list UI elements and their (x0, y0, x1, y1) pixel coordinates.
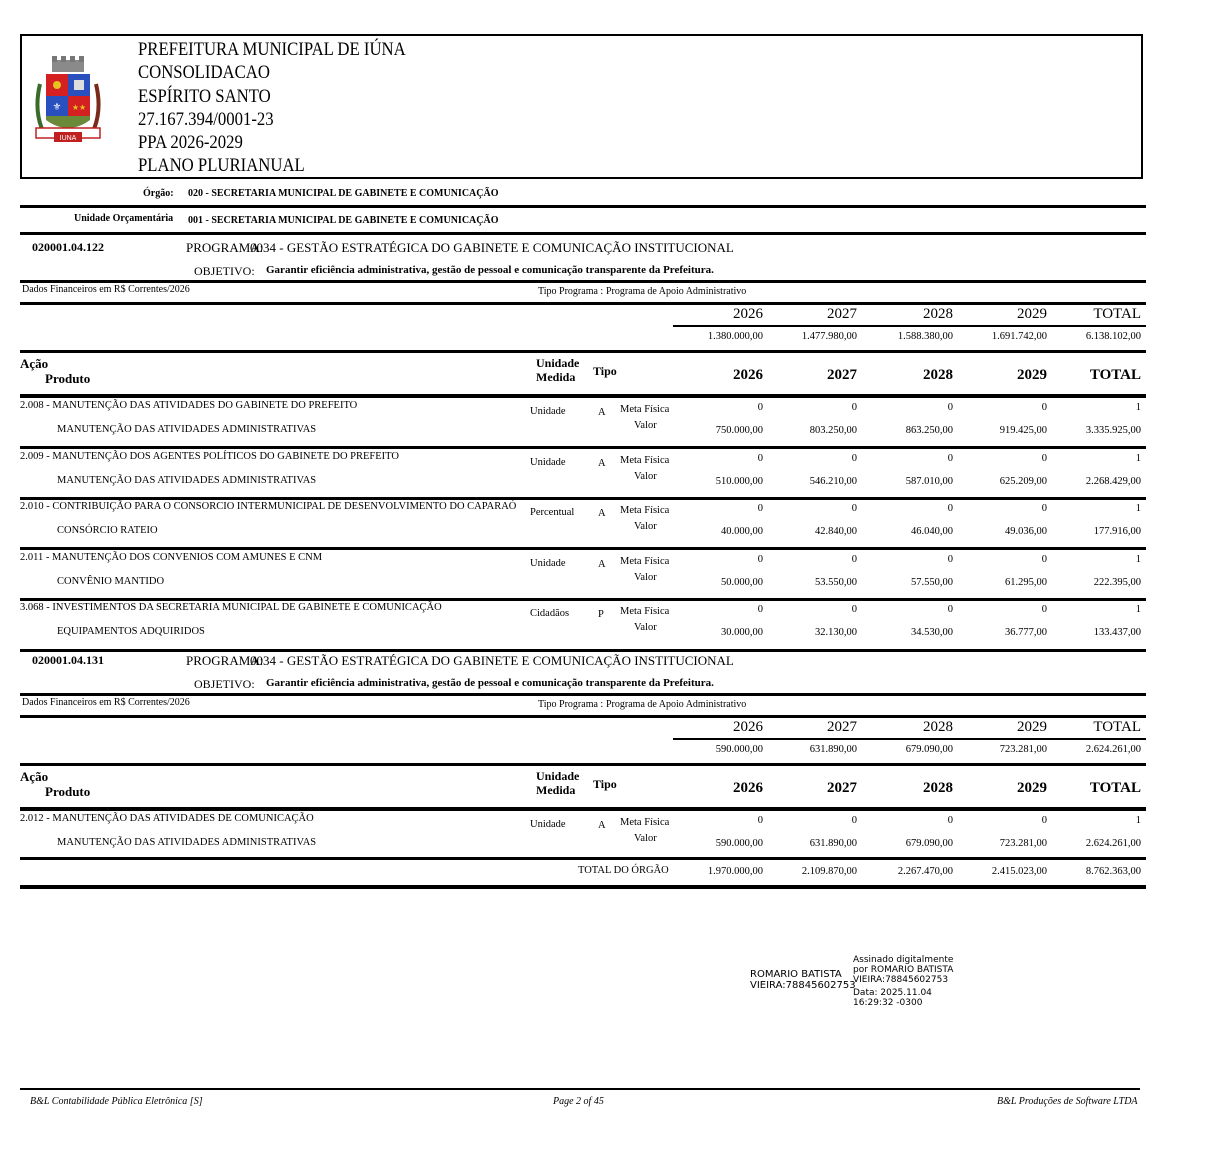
year-header: 2027 (827, 780, 857, 796)
valor-value: 34.530,00 (911, 627, 953, 638)
action-name: 2.012 - MANUTENÇÃO DAS ATIVIDADES DE COMUNICAÇÃO (20, 813, 314, 824)
signer-name-line2: VIEIRA:78845602753 (750, 980, 856, 991)
product-name: EQUIPAMENTOS ADQUIRIDOS (57, 626, 205, 637)
divider (20, 693, 1146, 696)
year-header: TOTAL (1093, 719, 1141, 735)
unidade-medida-header (536, 356, 579, 384)
year-header: 2028 (923, 719, 953, 735)
valor-value: 40.000,00 (721, 526, 763, 537)
valor-label: Valor (634, 420, 657, 431)
valor-value: 2.268.429,00 (1085, 475, 1141, 487)
program-name: 0034 - GESTÃO ESTRATÉGICA DO GABINETE E COMUNICAÇÃO INSTITUCIONAL (250, 653, 734, 668)
unit-of-measure: Cidadãos (530, 608, 570, 619)
header-municipality: PREFEITURA MUNICIPAL DE IÚNA (138, 39, 406, 60)
meta-fisica-label: Meta Física (620, 817, 670, 828)
objective-text: Garantir eficiência administrativa, gestão de pessoal e comunicação transparente da Prefeitura. (266, 264, 714, 276)
divider (20, 857, 1146, 860)
meta-fisica-value: 0 (757, 604, 763, 615)
product-name: MANUTENÇÃO DAS ATIVIDADES ADMINISTRATIVAS (57, 474, 317, 486)
program-type-label: Tipo Programa : (538, 699, 604, 710)
action-name: 2.008 - MANUTENÇÃO DAS ATIVIDADES DO GABINETE DO PREFEITO (20, 400, 358, 411)
unidade-label: Unidade Orçamentária (74, 213, 174, 224)
svg-text:IUNA: IUNA (59, 135, 77, 142)
financial-data-note: Dados Financeiros em R$ Correntes/2026 (22, 284, 190, 295)
year-header: 2027 (827, 306, 857, 322)
divider (20, 598, 1146, 601)
program-code: 020001.04.131 (32, 653, 104, 667)
meta-fisica-label: Meta Física (620, 404, 670, 415)
meta-fisica-value: 1 (1135, 553, 1141, 565)
program-total-value: 2.624.261,00 (1085, 744, 1141, 755)
meta-fisica-value: 1 (1135, 503, 1141, 514)
unidade-value: 001 - SECRETARIA MUNICIPAL DE GABINETE E COMUNICAÇÃO (188, 215, 499, 226)
valor-value: 49.036,00 (1005, 526, 1047, 537)
year-header: 2026 (733, 367, 763, 383)
meta-fisica-value: 0 (757, 503, 763, 514)
signer-name (750, 969, 856, 991)
financial-data-note: Dados Financeiros em R$ Correntes/2026 (22, 697, 190, 708)
action-type: A (598, 820, 606, 831)
signer-name-line1: ROMARIO BATISTA (750, 969, 842, 980)
valor-label: Valor (634, 571, 657, 583)
year-header: 2028 (923, 780, 953, 796)
signature-details (853, 955, 953, 1008)
meta-fisica-value: 1 (1135, 402, 1141, 413)
divider (20, 885, 1146, 889)
unit-of-measure: Unidade (530, 406, 566, 417)
valor-label: Valor (634, 470, 657, 482)
valor-label: Valor (634, 622, 657, 633)
report-header (20, 34, 1143, 179)
valor-value: 177.916,00 (1093, 526, 1141, 537)
divider (20, 446, 1146, 449)
orgao-label: Órgão: (143, 188, 174, 199)
year-header: TOTAL (1089, 780, 1141, 796)
program-type-label: Tipo Programa : (538, 286, 604, 297)
tipo-header: Tipo (593, 777, 617, 791)
year-header: 2028 (923, 367, 953, 383)
header-ppa: PPA 2026-2029 (138, 132, 243, 154)
meta-fisica-value: 1 (1135, 815, 1141, 826)
product-name: MANUTENÇÃO DAS ATIVIDADES ADMINISTRATIVAS (57, 837, 317, 848)
footer-divider (20, 1088, 1140, 1090)
valor-value: 863.250,00 (905, 425, 953, 436)
meta-fisica-value: 0 (851, 402, 857, 413)
header-state: ESPÍRITO SANTO (138, 85, 271, 107)
year-header: 2029 (1017, 719, 1047, 735)
meta-fisica-value: 0 (757, 452, 763, 464)
signature-detail: Data: 2025.11.04 (853, 988, 932, 998)
signature-detail: Assinado digitalmente (853, 955, 954, 965)
meta-fisica-value: 1 (1135, 604, 1141, 615)
meta-fisica-value: 0 (757, 553, 763, 565)
valor-value: 57.550,00 (911, 576, 953, 588)
program-total-value: 6.138.102,00 (1085, 331, 1141, 342)
meta-fisica-value: 0 (851, 503, 857, 514)
tipo-header: Tipo (593, 364, 617, 378)
program-type-value: Programa de Apoio Administrativo (606, 286, 747, 297)
action-type: A (598, 407, 606, 418)
unidade-header-line1: Unidade (536, 769, 580, 783)
program-type-value: Programa de Apoio Administrativo (606, 699, 747, 710)
produto-header: Produto (45, 371, 91, 386)
divider (20, 497, 1146, 500)
valor-value: 723.281,00 (999, 838, 1047, 849)
footer-left: B&L Contabilidade Pública Eletrônica [S] (30, 1096, 203, 1107)
year-header: 2028 (923, 306, 953, 322)
valor-value: 32.130,00 (815, 627, 857, 638)
year-header: 2029 (1017, 780, 1047, 796)
meta-fisica-value: 0 (947, 815, 953, 826)
meta-fisica-value: 1 (1135, 452, 1141, 464)
orgao-value: 020 - SECRETARIA MUNICIPAL DE GABINETE E COMUNICAÇÃO (188, 188, 499, 199)
meta-fisica-value: 0 (1041, 503, 1047, 514)
meta-fisica-value: 0 (851, 604, 857, 615)
header-cnpj: 27.167.394/0001-23 (138, 108, 274, 130)
objective-label: OBJETIVO: (194, 677, 255, 691)
meta-fisica-value: 0 (851, 815, 857, 826)
program-code: 020001.04.122 (32, 240, 104, 254)
divider (20, 232, 1146, 235)
valor-value: 42.840,00 (815, 526, 857, 537)
divider (20, 763, 1146, 766)
valor-value: 750.000,00 (715, 425, 763, 436)
footer-page-number: Page 2 of 45 (553, 1096, 604, 1107)
meta-fisica-value: 0 (947, 503, 953, 514)
program-total-value: 1.588.380,00 (897, 331, 953, 342)
divider (20, 350, 1146, 353)
valor-value: 546.210,00 (809, 475, 857, 487)
year-header: 2026 (733, 719, 763, 735)
product-name: CONVÊNIO MANTIDO (57, 575, 165, 587)
svg-text:★★: ★★ (71, 103, 87, 112)
valor-value: 803.250,00 (809, 425, 857, 436)
signature-detail: por ROMARIO BATISTA (853, 965, 954, 975)
valor-value: 587.010,00 (905, 475, 953, 487)
unit-of-measure: Unidade (530, 557, 566, 569)
divider (673, 325, 1146, 327)
header-consolidation: CONSOLIDACAO (138, 62, 270, 84)
year-header: 2027 (827, 719, 857, 735)
header-lines (138, 38, 442, 178)
action-type: P (598, 609, 604, 620)
divider (20, 547, 1146, 550)
action-name: 2.009 - MANUTENÇÃO DOS AGENTES POLÍTICOS DO GABINETE DO PREFEITO (20, 450, 399, 462)
year-header: TOTAL (1089, 367, 1141, 383)
divider (20, 394, 1146, 398)
coat-of-arms-logo (32, 54, 104, 150)
unidade-medida-header (536, 769, 579, 797)
valor-label: Valor (634, 833, 657, 844)
meta-fisica-label: Meta Física (620, 606, 670, 617)
action-type: A (598, 457, 606, 469)
meta-fisica-label: Meta Física (620, 505, 670, 516)
meta-fisica-value: 0 (851, 553, 857, 565)
signature-detail: 16:29:32 -0300 (853, 998, 923, 1008)
meta-fisica-value: 0 (1041, 604, 1047, 615)
action-name: 2.011 - MANUTENÇÃO DOS CONVENIOS COM AMUNES E CNM (20, 551, 323, 563)
unidade-header-line2: Medida (536, 370, 576, 384)
footer-right: B&L Produções de Software LTDA (997, 1096, 1138, 1107)
program-total-value: 1.477.980,00 (801, 331, 857, 342)
program-total-value: 1.380.000,00 (707, 331, 763, 342)
objective-label: OBJETIVO: (194, 264, 255, 278)
program-total-value: 1.691.742,00 (991, 331, 1047, 342)
unidade-header-line2: Medida (536, 783, 576, 797)
valor-value: 222.395,00 (1093, 576, 1141, 588)
program-label: PROGRAMA: (186, 653, 264, 668)
program-name: 0034 - GESTÃO ESTRATÉGICA DO GABINETE E COMUNICAÇÃO INSTITUCIONAL (250, 240, 734, 255)
valor-value: 510.000,00 (715, 475, 763, 487)
unit-of-measure: Unidade (530, 456, 566, 468)
svg-text:⚜: ⚜ (52, 102, 62, 113)
action-type: A (598, 508, 606, 519)
total-orgao-value: 2.415.023,00 (991, 866, 1047, 877)
meta-fisica-value: 0 (757, 815, 763, 826)
product-name: MANUTENÇÃO DAS ATIVIDADES ADMINISTRATIVAS (57, 424, 317, 435)
year-header: 2026 (733, 780, 763, 796)
valor-value: 919.425,00 (999, 425, 1047, 436)
action-name: 3.068 - INVESTIMENTOS DA SECRETARIA MUNICIPAL DE GABINETE E COMUNICAÇÃO (20, 602, 442, 613)
divider (673, 738, 1146, 740)
divider (20, 649, 1146, 652)
total-orgao-value: 8.762.363,00 (1085, 866, 1141, 877)
valor-label: Valor (634, 521, 657, 532)
valor-value: 46.040,00 (911, 526, 953, 537)
year-header: TOTAL (1093, 306, 1141, 322)
year-header: 2029 (1017, 367, 1047, 383)
meta-fisica-value: 0 (947, 553, 953, 565)
objective-text: Garantir eficiência administrativa, gestão de pessoal e comunicação transparente da Prefeitura. (266, 677, 714, 689)
acao-header: Ação (20, 356, 49, 371)
program-total-value: 631.890,00 (809, 744, 857, 755)
produto-header: Produto (45, 784, 91, 799)
meta-fisica-value: 0 (851, 452, 857, 464)
year-header: 2029 (1017, 306, 1047, 322)
meta-fisica-value: 0 (1041, 553, 1047, 565)
total-orgao-value: 2.267.470,00 (897, 866, 953, 877)
signature-detail: VIEIRA:78845602753 (853, 975, 949, 985)
divider (20, 205, 1146, 208)
valor-value: 50.000,00 (721, 576, 763, 588)
total-orgao-value: 2.109.870,00 (801, 866, 857, 877)
valor-value: 590.000,00 (715, 838, 763, 849)
valor-value: 61.295,00 (1005, 576, 1047, 588)
unidade-header-line1: Unidade (536, 356, 580, 370)
valor-value: 36.777,00 (1005, 627, 1047, 638)
valor-value: 3.335.925,00 (1085, 425, 1141, 436)
divider (20, 715, 1146, 718)
meta-fisica-value: 0 (1041, 402, 1047, 413)
divider (20, 302, 1146, 305)
valor-value: 631.890,00 (809, 838, 857, 849)
program-total-value: 679.090,00 (905, 744, 953, 755)
header-plan: PLANO PLURIANUAL (138, 155, 305, 177)
unit-of-measure: Unidade (530, 819, 566, 830)
product-name: CONSÓRCIO RATEIO (57, 525, 158, 536)
meta-fisica-label: Meta Física (620, 555, 670, 567)
year-header: 2027 (827, 367, 857, 383)
total-orgao-value: 1.970.000,00 (707, 866, 763, 877)
valor-value: 30.000,00 (721, 627, 763, 638)
valor-value: 53.550,00 (815, 576, 857, 588)
divider (20, 280, 1146, 283)
meta-fisica-value: 0 (947, 402, 953, 413)
meta-fisica-value: 0 (947, 604, 953, 615)
year-header: 2026 (733, 306, 763, 322)
total-orgao-label: TOTAL DO ÓRGÃO (578, 865, 669, 876)
program-total-value: 590.000,00 (715, 744, 763, 755)
program-label: PROGRAMA: (186, 240, 264, 255)
meta-fisica-value: 0 (1041, 452, 1047, 464)
valor-value: 133.437,00 (1093, 627, 1141, 638)
divider (20, 807, 1146, 811)
acao-header: Ação (20, 769, 49, 784)
meta-fisica-value: 0 (757, 402, 763, 413)
meta-fisica-label: Meta Física (620, 454, 670, 466)
action-name: 2.010 - CONTRIBUIÇÃO PARA O CONSORCIO INTERMUNICIPAL DE DESENVOLVIMENTO DO CAPARAÓ (20, 501, 517, 512)
valor-value: 625.209,00 (999, 475, 1047, 487)
valor-value: 679.090,00 (905, 838, 953, 849)
program-total-value: 723.281,00 (999, 744, 1047, 755)
meta-fisica-value: 0 (947, 452, 953, 464)
action-type: A (598, 558, 606, 570)
valor-value: 2.624.261,00 (1085, 838, 1141, 849)
unit-of-measure: Percentual (530, 507, 575, 518)
meta-fisica-value: 0 (1041, 815, 1047, 826)
